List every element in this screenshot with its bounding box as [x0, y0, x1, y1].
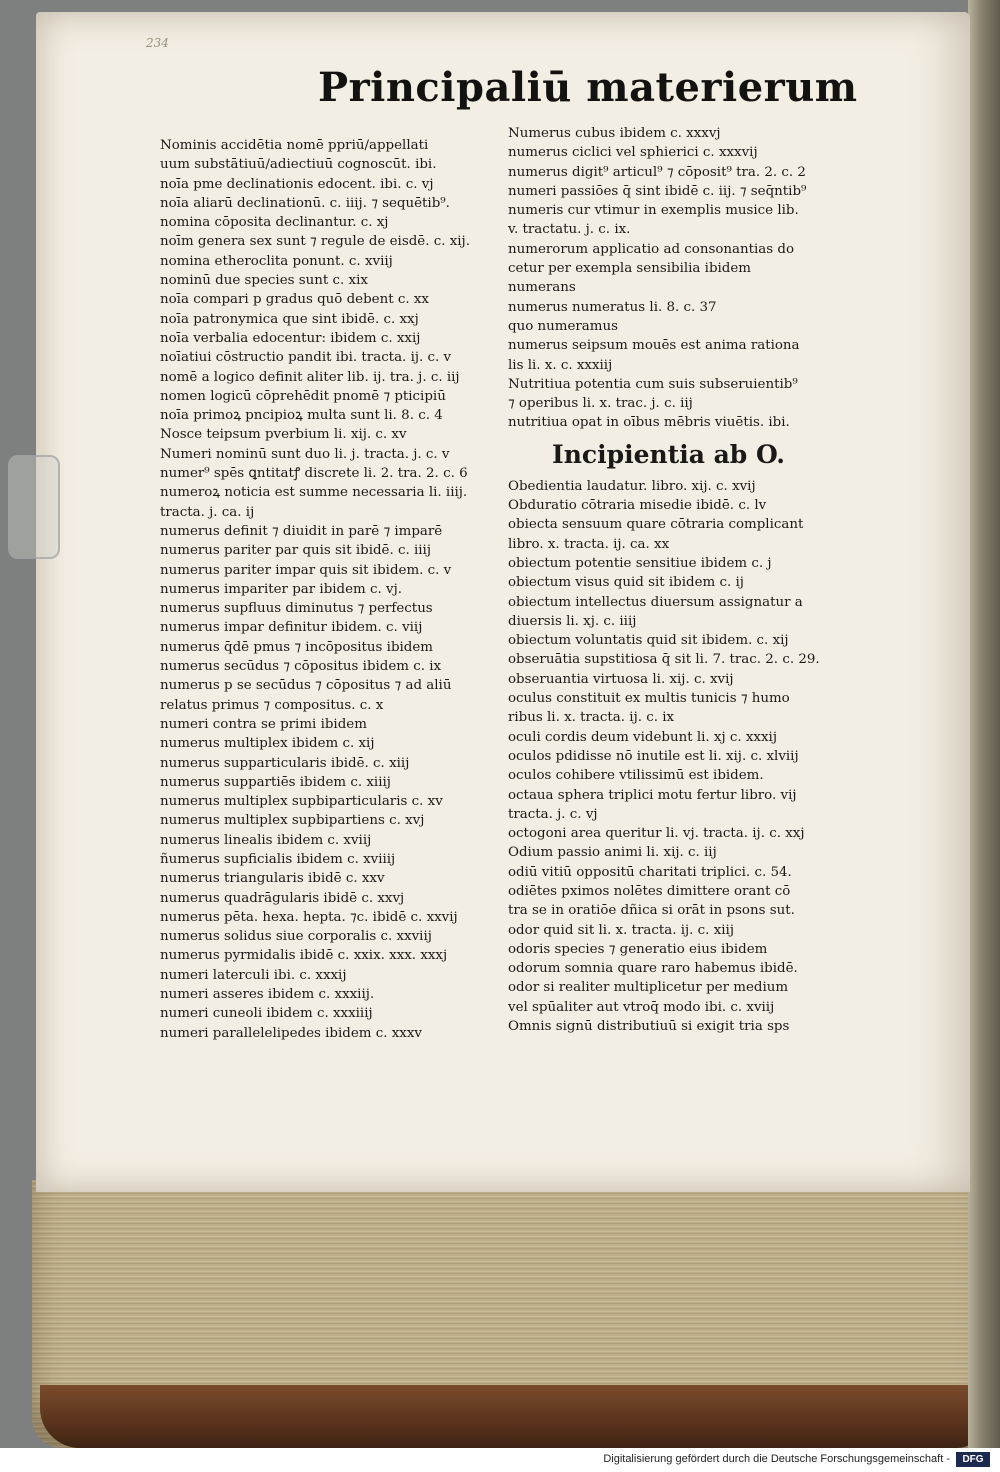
text-line: odorum somnia quare raro habemus ibidē.	[508, 961, 798, 977]
text-line: Omnis signū distributiuū si exigit tria sps	[508, 1019, 790, 1035]
text-line: numerans	[508, 280, 576, 296]
text-line: noīa primoꝝ pncipioꝝ multa sunt li. 8. c. 4	[160, 408, 443, 424]
text-line: libro. x. tracta. ij. ca. xx	[508, 536, 670, 552]
text-line: Odium passio animi li. xij. c. iij	[508, 845, 717, 861]
text-line: uum substātiuū/adiectiuū cognoscūt. ibi.	[160, 157, 437, 173]
text-line: quo numeramus	[508, 318, 618, 334]
text-line: Nosce teipsum pverbium li. xij. c. xv	[160, 427, 407, 443]
right-column-top-block	[508, 124, 853, 433]
text-line: numerus seipsum mouēs est anima rationa	[508, 338, 800, 354]
text-line: nomina etheroclita ponunt. c. xviij	[160, 253, 393, 269]
text-line: odiū vitiū oppositū charitati triplici. c. 54.	[508, 864, 792, 880]
text-line: numerus supparticularis ibidē. c. xiij	[160, 755, 410, 771]
footer-credit: Digitalisierung gefördert durch die Deutsche Forschungsgemeinschaft -	[603, 1453, 950, 1465]
text-line: numeri asseres ibidem c. xxxiij.	[160, 987, 375, 1003]
facing-page-edge	[968, 0, 1000, 1448]
text-line: numerorum applicatio ad consonantias do	[508, 241, 795, 257]
right-column-bottom-block	[508, 477, 853, 1037]
dfg-logo: DFG	[956, 1452, 990, 1467]
text-line: octaua sphera triplici motu fertur libro. vij	[508, 787, 797, 803]
text-line: tra se in oratiōe dñica si orāt in psons sut.	[508, 903, 795, 919]
text-line: v. tractatu. j. c. ix.	[508, 222, 631, 238]
text-line: numeri laterculi ibi. c. xxxij	[160, 967, 347, 983]
text-line: noīa patronymica que sint ibidē. c. xxj	[160, 311, 419, 327]
text-line: relatus primus ⁊ compositus. c. x	[160, 697, 384, 713]
text-line: obiectum intellectus diuersum assignatur a	[508, 594, 803, 610]
text-line: obseruantia virtuosa li. xij. c. xvij	[508, 671, 734, 687]
text-line: noīa compari p gradus quō debent c. xx	[160, 292, 429, 308]
page-number: 234	[146, 36, 169, 50]
text-line: obiecta sensuum quare cōtraria complicant	[508, 517, 804, 533]
section-heading: Incipientia ab O.	[552, 439, 785, 469]
text-line: odor quid sit li. x. tracta. ij. c. xiij	[508, 922, 734, 938]
text-line: oculos cohibere vtilissimū est ibidem.	[508, 768, 764, 784]
text-line: numerus pariter impar quis sit ibidem. c. v	[160, 562, 452, 578]
text-line: numerus linealis ibidem c. xviij	[160, 832, 372, 848]
text-line: Obduratio cōtraria misedie ibidē. c. lv	[508, 498, 767, 514]
text-line: numerus numeratus li. 8. c. 37	[508, 299, 717, 315]
text-line: obiectum visus quid sit ibidem c. ij	[508, 575, 744, 591]
text-line: ⁊ operibus li. x. trac. j. c. iij	[508, 396, 693, 412]
text-line: Numerus cubus ibidem c. xxxvj	[508, 126, 721, 141]
page-clip	[8, 455, 60, 559]
text-line: Nominis accidētia nomē ppriū/appellati	[160, 138, 429, 153]
text-line: numerus solidus siue corporalis c. xxviij	[160, 929, 432, 945]
left-text-column	[160, 136, 505, 1043]
text-line: numerus quadrāgularis ibidē c. xxvj	[160, 890, 405, 906]
text-line: Numeri nominū sunt duo li. j. tracta. j. c. v	[160, 446, 450, 462]
text-line: Obedientia laudatur. libro. xij. c. xvij	[508, 478, 756, 494]
text-line: numerus pēta. hexa. hepta. ⁊c. ibidē c. xxvij	[160, 909, 458, 925]
text-line: nomē a logico definit aliter lib. ij. tra. j. c. iij	[160, 369, 460, 385]
text-line: numerus pariter par quis sit ibidē. c. iiij	[160, 543, 431, 559]
text-line: noīatiui cōstructio pandit ibi. tracta. ij. c. v	[160, 350, 452, 366]
right-text-column	[508, 124, 853, 1036]
text-line: octogoni area queritur li. vj. tracta. ij. c. xxj	[508, 826, 805, 842]
text-line: numerus multiplex ibidem c. xij	[160, 736, 375, 752]
text-line: numerus digit⁹ articul⁹ ⁊ cōposit⁹ tra. 2. c. 2	[508, 164, 806, 180]
footer-bar	[0, 1448, 1000, 1472]
text-line: numerus p se secūdus ⁊ cōpositus ⁊ ad aliū	[160, 678, 452, 694]
text-line: tracta. j. c. vj	[508, 806, 598, 822]
text-line: numerus supfluus diminutus ⁊ perfectus	[160, 601, 433, 617]
text-line: numeri passiōes q̄ sint ibidē c. iij. ⁊ seq̄ntib⁹	[508, 183, 807, 199]
text-line: obiectum potentie sensitiue ibidem c. j	[508, 555, 772, 571]
text-line: noīa pme declinationis edocent. ibi. c. vj	[160, 176, 434, 192]
text-line: diuersis li. xj. c. iiij	[508, 613, 637, 629]
text-line: numerus multiplex supbiparticularis c. xv	[160, 794, 443, 810]
text-line: ñumerus supficialis ibidem c. xviiij	[160, 851, 396, 867]
text-line: oculi cordis deum videbunt li. xj c. xxxij	[508, 729, 777, 745]
text-line: vel spūaliter aut vtroq̄ modo ibi. c. xviij	[508, 999, 775, 1015]
text-line: tracta. j. ca. ij	[160, 504, 255, 520]
text-line: numerus impariter par ibidem c. vj.	[160, 581, 402, 597]
text-line: nomen logicū cōprehēdit pnomē ⁊ pticipiū	[160, 388, 446, 404]
text-line: noīm genera sex sunt ⁊ regule de eisdē. c. xij.	[160, 234, 470, 250]
text-line: nominū due species sunt c. xix	[160, 273, 368, 289]
text-line: numerus ciclici vel sphierici c. xxxvij	[508, 145, 758, 161]
text-line: numerus impar definitur ibidem. c. viij	[160, 620, 423, 636]
text-line: numer⁹ spēs ꝗntitatꝭ discrete li. 2. tra. 2. c. 6	[160, 466, 468, 482]
text-line: noīa verbalia edocentur: ibidem c. xxij	[160, 330, 421, 346]
text-line: obseruātia supstitiosa q̄ sit li. 7. trac. 2. c. 29.	[508, 652, 820, 668]
text-line: cetur per exempla sensibilia ibidem	[508, 261, 751, 277]
text-line: odoris species ⁊ generatio eius ibidem	[508, 941, 768, 957]
text-line: numeri contra se primi ibidem	[160, 716, 367, 732]
text-line: numerus definit ⁊ diuidit in parē ⁊ imparē	[160, 523, 443, 539]
text-line: numeroꝝ noticia est summe necessaria li. iiij.	[160, 485, 468, 501]
text-line: obiectum voluntatis quid sit ibidem. c. xij	[508, 633, 789, 649]
text-line: noīa aliarū declinationū. c. iiij. ⁊ sequētib⁹.	[160, 195, 450, 211]
text-line: numerus pyrmidalis ibidē c. xxix. xxx. xxxj	[160, 948, 448, 964]
text-line: ribus li. x. tracta. ij. c. ix	[508, 710, 675, 726]
text-line: numeri parallelelipedes ibidem c. xxxv	[160, 1025, 422, 1041]
text-line: oculos pdidisse nō inutile est li. xij. c. xlviij	[508, 748, 799, 764]
page-heading: Principaliū materierum	[318, 64, 858, 111]
text-line: numeris cur vtimur in exemplis musice lib.	[508, 203, 799, 219]
book-cover	[40, 1385, 980, 1448]
text-line: odor si realiter multiplicetur per medium	[508, 980, 789, 996]
text-line: nomina cōposita declinantur. c. xj	[160, 215, 389, 231]
text-line: odiētes pximos nolētes dimittere orant cō	[508, 883, 791, 899]
text-line: numerus multiplex supbipartiens c. xvj	[160, 813, 425, 829]
text-line: numeri cuneoli ibidem c. xxxiiij	[160, 1006, 373, 1022]
text-line: Nutritiua potentia cum suis subseruientib⁹	[508, 376, 798, 392]
text-line: numerus suppartiēs ibidem c. xiiij	[160, 774, 391, 790]
text-line: lis li. x. c. xxxiij	[508, 357, 613, 373]
text-line: oculus constituit ex multis tunicis ⁊ humo	[508, 691, 790, 707]
text-line: nutritiua opat in oībus mēbris viuētis. ibi.	[508, 415, 790, 431]
text-line: numerus secūdus ⁊ cōpositus ibidem c. ix	[160, 659, 442, 675]
text-line: numerus triangularis ibidē c. xxv	[160, 871, 385, 887]
text-line: numerus q̄dē pmus ⁊ incōpositus ibidem	[160, 639, 434, 655]
